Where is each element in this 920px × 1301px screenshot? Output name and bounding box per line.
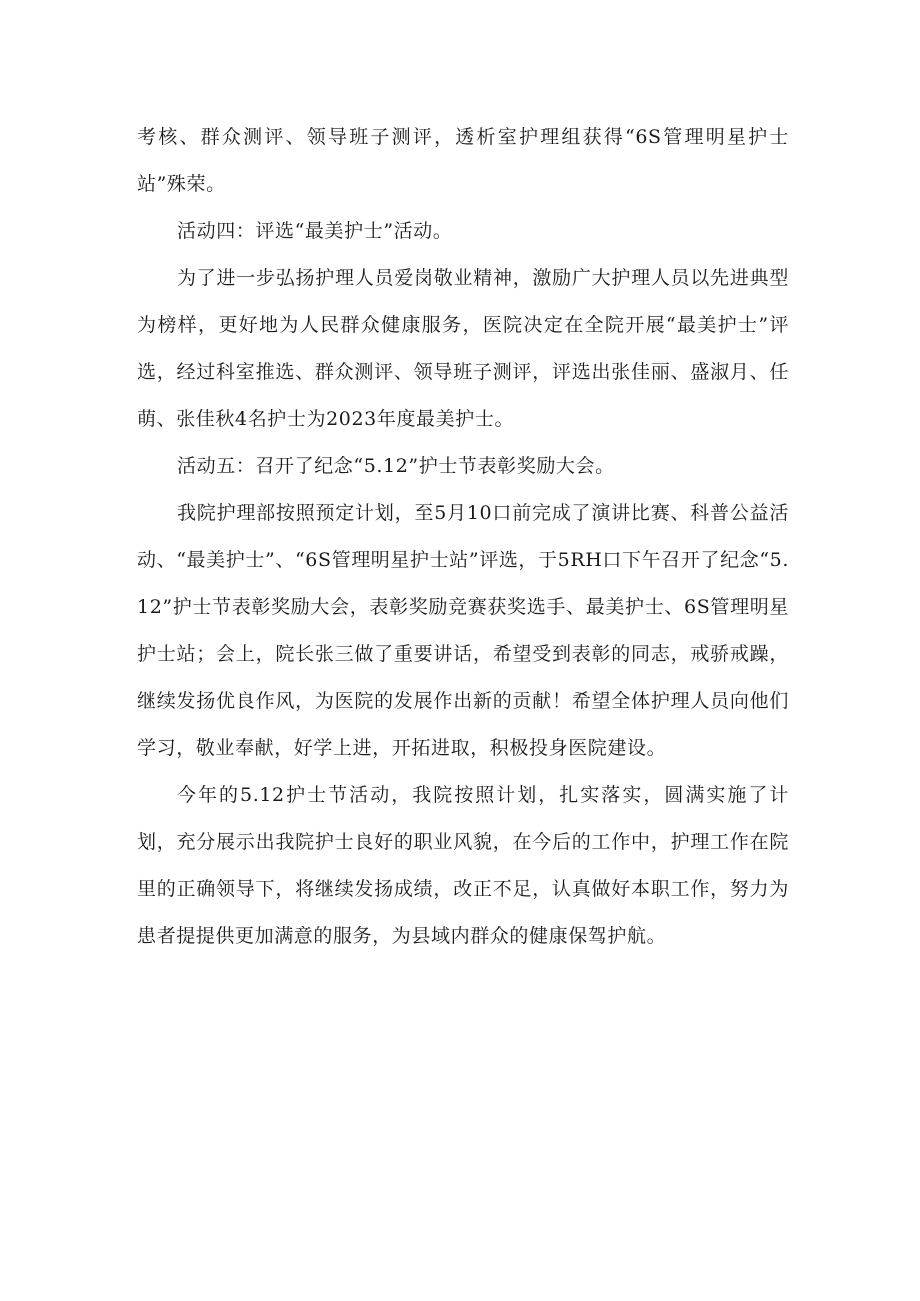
paragraph-award-continuation: 考核、群众测评、领导班子测评，透析室护理组获得“6S管理明星护士站”殊荣。 (137, 126, 789, 195)
document-body (137, 114, 789, 960)
paragraph-activity-four-heading: 活动四：评选“最美护士”活动。 (177, 220, 453, 242)
paragraph-commendation-meeting: 我院护理部按照预定计划，至5月10口前完成了演讲比赛、科普公益活动、“最美护士”、“6S管理明星护士站”评选，于5RH口下午召开了纪念“5.12”护士节表彰奖励大会，表彰奖励竞赛获奖选手、最美护士、6S管理明星护士站；会上，院长张三做了重要讲话，希望受到表彰的同志，戒骄戒躁，继续发扬优良作风，为医院的发展作出新的贡献！希望全体护理人员向他们学习，敬业奉献，好学上进，开拓进取，积极投身医院建设。 (137, 502, 789, 759)
paragraph-most-beautiful-nurse: 为了进一步弘扬护理人员爱岗敬业精神，激励广大护理人员以先进典型为榜样，更好地为人民群众健康服务，医院决定在全院开展“最美护士”评选，经过科室推选、群众测评、领导班子测评，评选出张佳丽、盛淑月、任萌、张佳秋4名护士为2023年度最美护士。 (137, 267, 789, 430)
paragraph-activity-five-heading: 活动五：召开了纪念“5.12”护士节表彰奖励大会。 (177, 455, 615, 477)
paragraph-summary: 今年的5.12护士节活动，我院按照计划，扎实落实，圆满实施了计划，充分展示出我院护士良好的职业风貌，在今后的工作中，护理工作在院里的正确领导下，将继续发扬成绩，改正不足，认真做好本职工作，努力为患者提提供更加满意的服务，为县域内群众的健康保驾护航。 (137, 784, 789, 947)
